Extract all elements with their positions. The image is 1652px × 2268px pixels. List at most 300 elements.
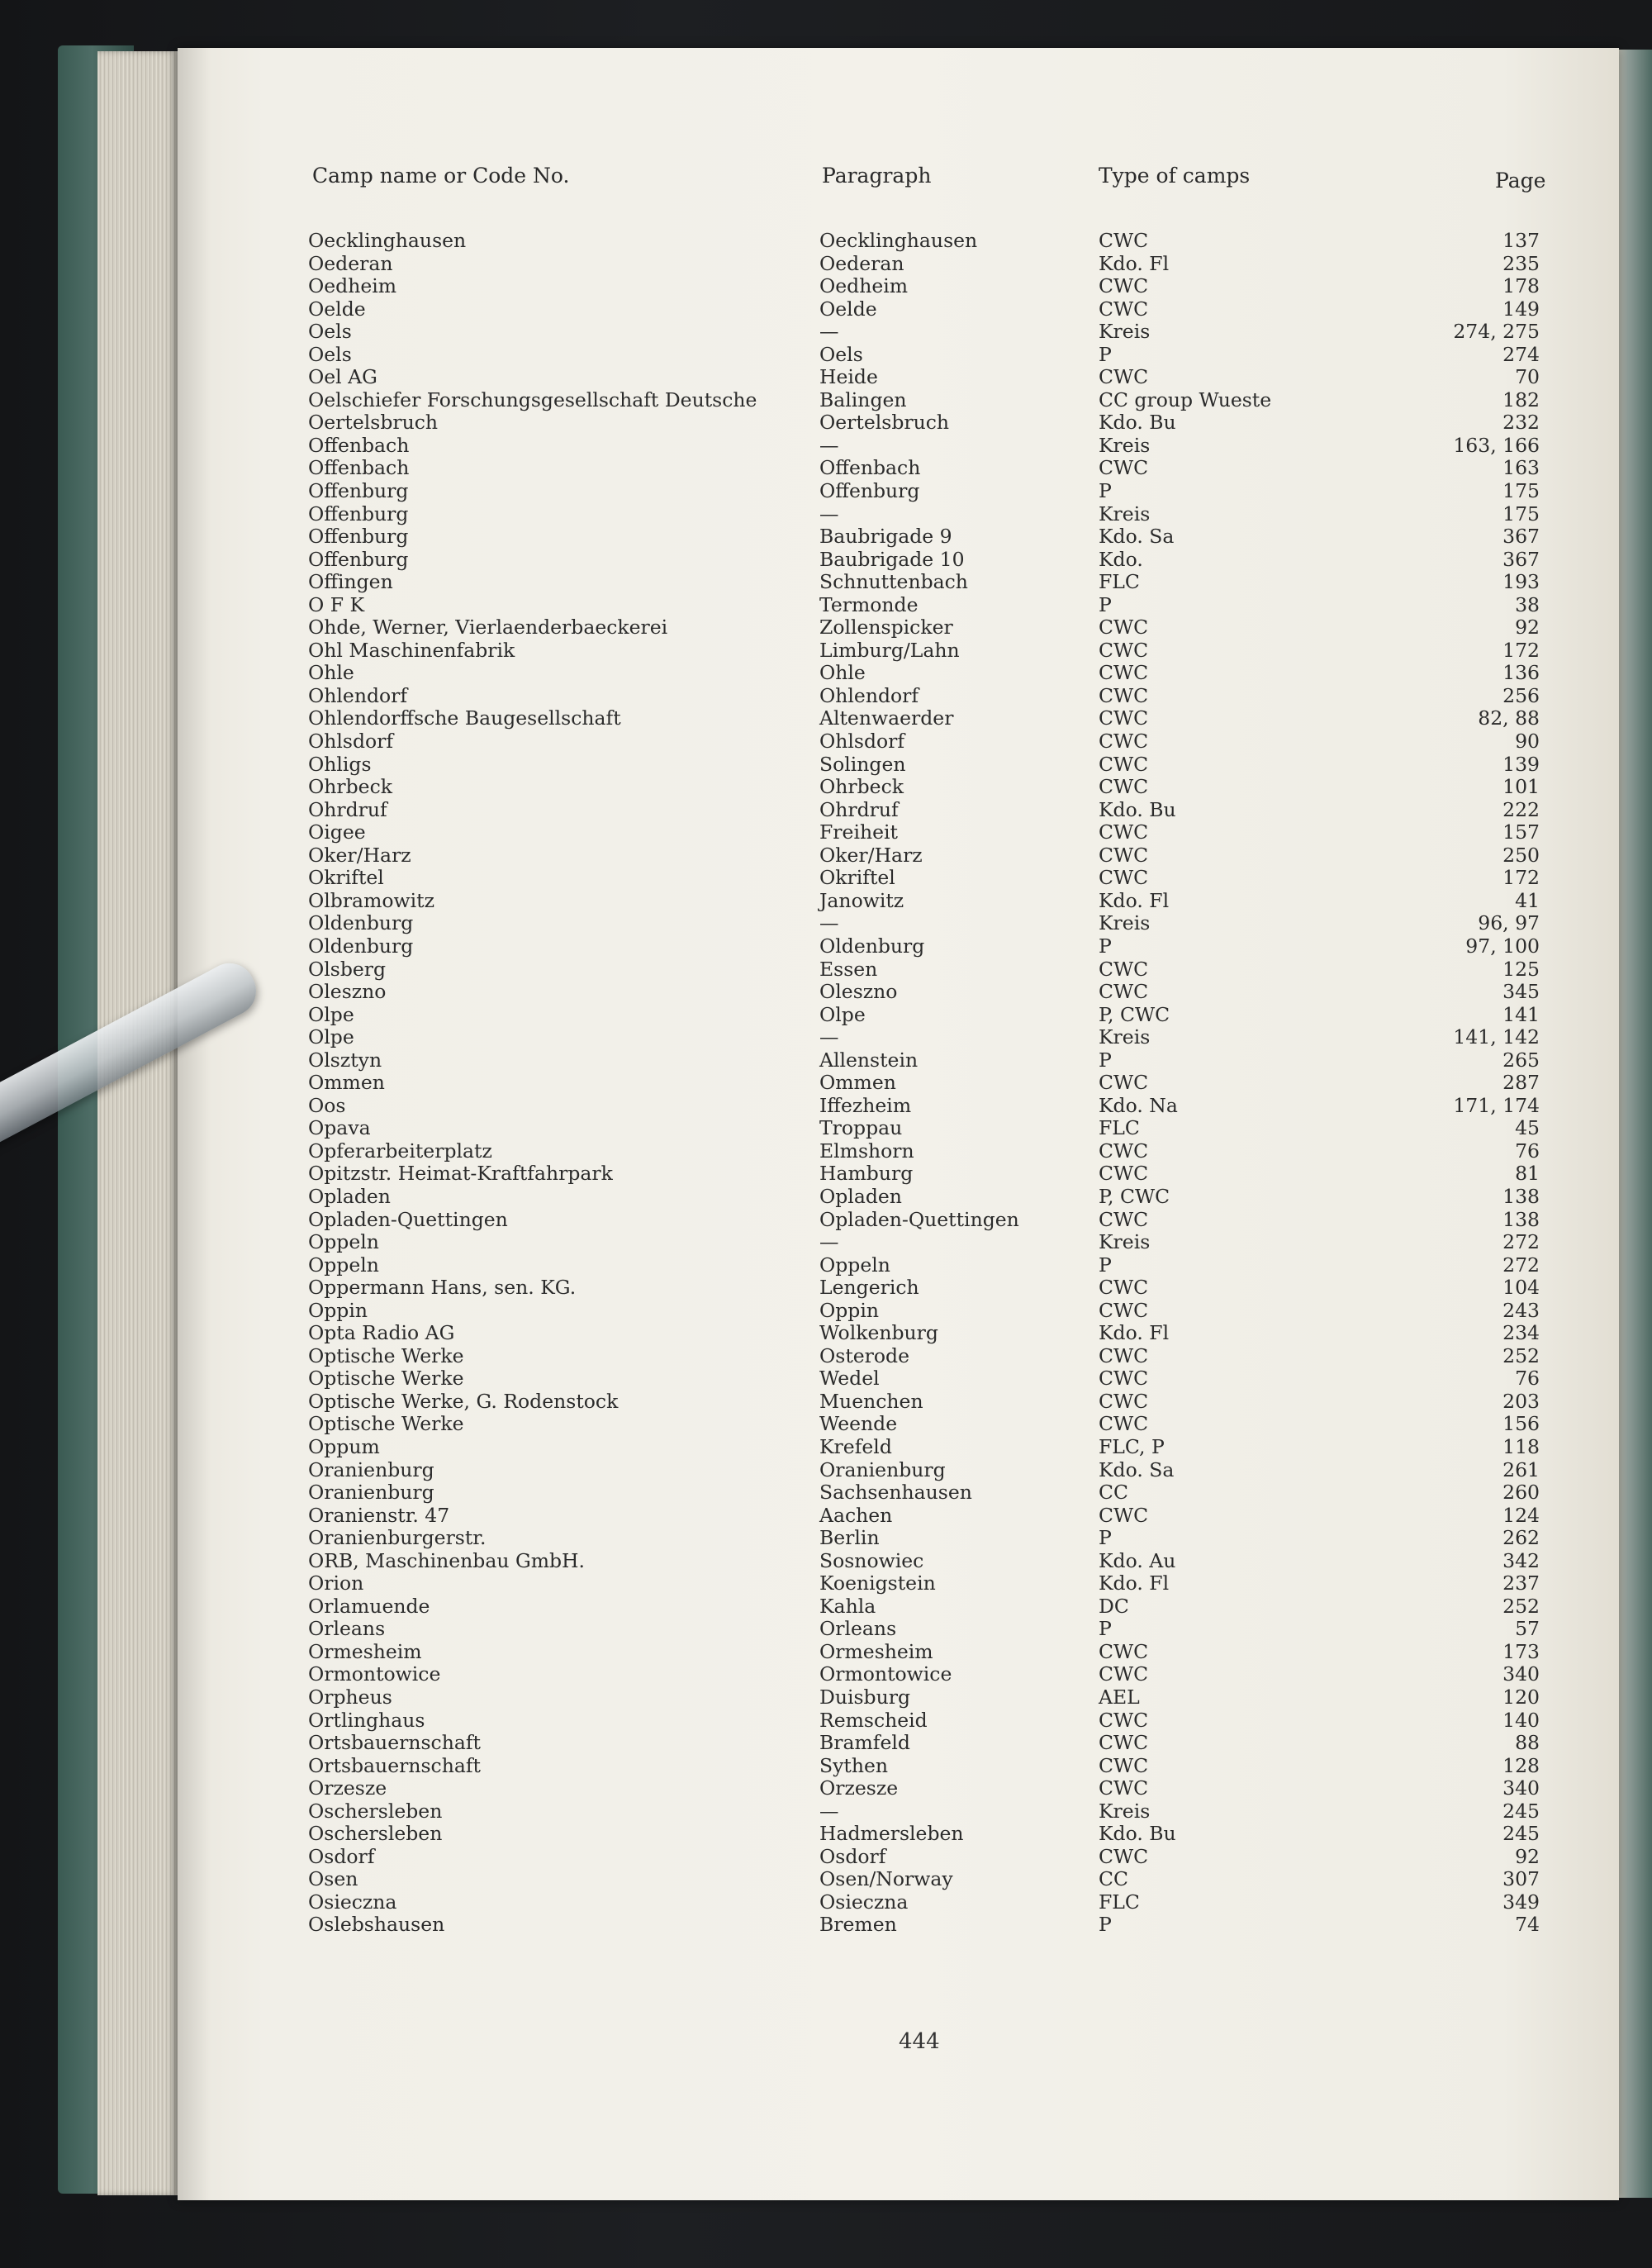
camp-type-cell: CWC <box>1099 706 1149 730</box>
paragraph-cell: Remscheid <box>819 1708 928 1732</box>
camp-name-cell: Offenburg <box>308 525 409 549</box>
camp-type-cell: Kreis <box>1099 1025 1151 1049</box>
paragraph-cell: Sachsenhausen <box>819 1481 972 1505</box>
camp-name-cell: Optische Werke <box>308 1367 464 1391</box>
camp-type-cell: Kdo. <box>1099 547 1143 571</box>
page-cell: 274 <box>1502 342 1540 366</box>
paragraph-cell: — <box>819 1799 839 1823</box>
table-row <box>0 1254 1652 1277</box>
camp-type-cell: CWC <box>1099 1389 1149 1413</box>
table-row <box>0 525 1652 549</box>
paragraph-cell: Duisburg <box>819 1686 911 1709</box>
camp-name-cell: Ortsbauernschaft <box>308 1753 481 1777</box>
camp-name-cell: Oschersleben <box>308 1822 443 1846</box>
table-row <box>0 1618 1652 1641</box>
paragraph-cell: — <box>819 911 839 935</box>
paragraph-cell: Allenstein <box>819 1048 919 1072</box>
table-row <box>0 1505 1652 1528</box>
table-row <box>0 890 1652 913</box>
paragraph-cell: Ohrdruf <box>819 797 899 821</box>
paragraph-cell: Muenchen <box>819 1389 923 1413</box>
page-cell: 342 <box>1502 1548 1540 1572</box>
page-cell: 120 <box>1502 1686 1540 1709</box>
table-row <box>0 1345 1652 1368</box>
camp-type-cell: Kdo. Bu <box>1099 411 1176 435</box>
camp-type-cell: Kdo. Fl <box>1099 1571 1170 1595</box>
page-cell: 274, 275 <box>1453 320 1540 344</box>
camp-name-cell: Oecklinghausen <box>308 229 467 252</box>
paragraph-cell: Hamburg <box>819 1162 914 1186</box>
paragraph-cell: Osieczna <box>819 1890 909 1914</box>
camp-type-cell: CWC <box>1099 683 1149 707</box>
camp-name-cell: Ohrbeck <box>308 775 392 799</box>
camp-name-cell: Oigee <box>308 820 366 844</box>
page-cell: 345 <box>1502 980 1540 1004</box>
paragraph-cell: Lengerich <box>819 1276 919 1300</box>
page-cell: 203 <box>1502 1389 1540 1413</box>
camp-name-cell: Olsberg <box>308 957 387 981</box>
camp-name-cell: Oels <box>308 342 352 366</box>
camp-name-cell: Oels <box>308 320 352 344</box>
camp-name-cell: Oelschiefer Forschungsgesellschaft Deutsche <box>308 388 757 411</box>
paragraph-cell: Iffezheim <box>819 1093 912 1117</box>
paragraph-cell: Osen/Norway <box>819 1867 953 1891</box>
page-cell: 252 <box>1502 1343 1540 1367</box>
table-row <box>0 1300 1652 1323</box>
table-row <box>0 1209 1652 1232</box>
table-row <box>0 1527 1652 1550</box>
page-cell: 140 <box>1502 1708 1540 1732</box>
table-row <box>0 1367 1652 1391</box>
camp-type-cell: CWC <box>1099 1776 1149 1800</box>
paragraph-cell: Oker/Harz <box>819 843 923 867</box>
page-cell: 178 <box>1502 274 1540 298</box>
camp-name-cell: Oschersleben <box>308 1799 443 1823</box>
camp-name-cell: Ohlsdorf <box>308 730 394 754</box>
table-row <box>0 730 1652 754</box>
camp-type-cell: Kdo. Bu <box>1099 797 1176 821</box>
page-cell: 340 <box>1502 1776 1540 1800</box>
camp-name-cell: Olsztyn <box>308 1048 382 1072</box>
camp-name-cell: Offenburg <box>308 547 409 571</box>
camp-type-cell: P <box>1099 934 1112 958</box>
header-page: Page <box>1495 169 1546 193</box>
camp-name-cell: Osdorf <box>308 1844 375 1868</box>
header-paragraph: Paragraph <box>822 164 932 188</box>
camp-type-cell: Kreis <box>1099 502 1151 525</box>
table-row <box>0 321 1652 344</box>
paragraph-cell: Okriftel <box>819 866 895 890</box>
camp-name-cell: Offenbach <box>308 456 410 480</box>
camp-type-cell: CWC <box>1099 843 1149 867</box>
paragraph-cell: Offenburg <box>819 479 920 503</box>
table-row <box>0 1572 1652 1595</box>
camp-type-cell: Kreis <box>1099 320 1151 344</box>
camp-type-cell: CWC <box>1099 1844 1149 1868</box>
paragraph-cell: Krefeld <box>819 1434 892 1458</box>
table-row <box>0 411 1652 435</box>
camp-type-cell: CWC <box>1099 1639 1149 1663</box>
camp-type-cell: P <box>1099 1617 1112 1641</box>
table-row <box>0 616 1652 640</box>
camp-type-cell: Kdo. Sa <box>1099 1457 1175 1481</box>
page-cell: 261 <box>1502 1457 1540 1481</box>
table-row <box>0 1163 1652 1186</box>
page-cell: 175 <box>1502 502 1540 525</box>
page-cell: 272 <box>1502 1230 1540 1254</box>
table-row <box>0 844 1652 868</box>
table-row <box>0 1709 1652 1733</box>
page-cell: 262 <box>1502 1526 1540 1550</box>
index-table <box>0 230 1652 1937</box>
camp-type-cell: CWC <box>1099 980 1149 1004</box>
paragraph-cell: Weende <box>819 1412 898 1436</box>
page-cell: 222 <box>1502 797 1540 821</box>
paragraph-cell: Schnuttenbach <box>819 570 968 594</box>
page-cell: 76 <box>1515 1139 1540 1163</box>
camp-type-cell: DC <box>1099 1594 1129 1618</box>
camp-type-cell: CWC <box>1099 1708 1149 1732</box>
page-cell: 256 <box>1502 683 1540 707</box>
page-cell: 149 <box>1502 297 1540 321</box>
camp-name-cell: Osen <box>308 1867 358 1891</box>
page-cell: 101 <box>1502 775 1540 799</box>
camp-type-cell: FLC <box>1099 570 1140 594</box>
page-cell: 367 <box>1502 547 1540 571</box>
page-cell: 182 <box>1502 388 1540 411</box>
table-row <box>0 1800 1652 1823</box>
camp-type-cell: CWC <box>1099 752 1149 776</box>
camp-name-cell: Ohle <box>308 661 354 685</box>
page-cell: 141 <box>1502 1002 1540 1026</box>
table-row <box>0 1322 1652 1345</box>
page-cell: 173 <box>1502 1639 1540 1663</box>
camp-type-cell: CWC <box>1099 866 1149 890</box>
camp-name-cell: Oslebshausen <box>308 1913 445 1937</box>
paragraph-cell: Sythen <box>819 1753 888 1777</box>
camp-name-cell: Opladen <box>308 1184 391 1208</box>
camp-name-cell: Oppin <box>308 1298 368 1322</box>
paragraph-cell: Oppeln <box>819 1253 890 1277</box>
camp-type-cell: P <box>1099 1048 1112 1072</box>
camp-type-cell: CWC <box>1099 1343 1149 1367</box>
camp-name-cell: Oos <box>308 1093 346 1117</box>
table-row <box>0 821 1652 844</box>
camp-type-cell: CWC <box>1099 1367 1149 1391</box>
table-row <box>0 776 1652 799</box>
camp-name-cell: Oldenburg <box>308 934 414 958</box>
page-cell: 74 <box>1515 1913 1540 1937</box>
paragraph-cell: Oppin <box>819 1298 880 1322</box>
camp-name-cell: Oranienburg <box>308 1457 434 1481</box>
camp-type-cell: Kdo. Au <box>1099 1548 1176 1572</box>
table-row <box>0 435 1652 458</box>
page-cell: 367 <box>1502 525 1540 549</box>
camp-name-cell: O F K <box>308 592 365 616</box>
paragraph-cell: Baubrigade 10 <box>819 547 965 571</box>
paragraph-cell: Aachen <box>819 1503 893 1527</box>
paragraph-cell: Oels <box>819 342 863 366</box>
camp-name-cell: Olpe <box>308 1025 354 1049</box>
camp-name-cell: Oelde <box>308 297 366 321</box>
table-row <box>0 867 1652 890</box>
page-cell: 138 <box>1502 1184 1540 1208</box>
camp-name-cell: Opta Radio AG <box>308 1321 455 1345</box>
camp-name-cell: Oel AG <box>308 365 377 389</box>
camp-name-cell: Opladen-Quettingen <box>308 1207 508 1231</box>
camp-type-cell: CWC <box>1099 365 1149 389</box>
camp-type-cell: CWC <box>1099 1503 1149 1527</box>
paragraph-cell: Freiheit <box>819 820 898 844</box>
camp-type-cell: Kreis <box>1099 911 1151 935</box>
paragraph-cell: Oleszno <box>819 980 898 1004</box>
camp-type-cell: CWC <box>1099 730 1149 754</box>
page-cell: 234 <box>1502 1321 1540 1345</box>
camp-type-cell: CWC <box>1099 616 1149 640</box>
table-row <box>0 1777 1652 1800</box>
camp-type-cell: CWC <box>1099 1071 1149 1095</box>
camp-type-cell: FLC <box>1099 1890 1140 1914</box>
table-row <box>0 1595 1652 1619</box>
camp-name-cell: Orzesze <box>308 1776 387 1800</box>
page-cell: 104 <box>1502 1276 1540 1300</box>
camp-type-cell: CWC <box>1099 1207 1149 1231</box>
page-cell: 137 <box>1502 229 1540 252</box>
page-cell: 45 <box>1515 1116 1540 1140</box>
page-cell: 243 <box>1502 1298 1540 1322</box>
camp-type-cell: Kdo. Fl <box>1099 251 1170 275</box>
table-row <box>0 1663 1652 1686</box>
table-row <box>0 480 1652 503</box>
camp-type-cell: FLC, P <box>1099 1434 1165 1458</box>
page-cell: 128 <box>1502 1753 1540 1777</box>
paragraph-cell: Ohlendorf <box>819 683 919 707</box>
camp-name-cell: Osieczna <box>308 1890 397 1914</box>
paragraph-cell: Heide <box>819 365 878 389</box>
paragraph-cell: Osterode <box>819 1343 910 1367</box>
camp-type-cell: P, CWC <box>1099 1002 1170 1026</box>
camp-name-cell: Ohligs <box>308 752 372 776</box>
camp-name-cell: Olpe <box>308 1002 354 1026</box>
camp-name-cell: Offenburg <box>308 502 409 525</box>
camp-name-cell: Oranienburg <box>308 1481 434 1505</box>
page-cell: 92 <box>1515 1844 1540 1868</box>
camp-name-cell: Offingen <box>308 570 393 594</box>
paragraph-cell: — <box>819 1025 839 1049</box>
camp-type-cell: Kreis <box>1099 1799 1151 1823</box>
camp-name-cell: Oleszno <box>308 980 387 1004</box>
page-cell: 138 <box>1502 1207 1540 1231</box>
paragraph-cell: Oldenburg <box>819 934 925 958</box>
camp-type-cell: CWC <box>1099 1662 1149 1686</box>
camp-name-cell: Ortsbauernschaft <box>308 1731 481 1755</box>
table-row <box>0 685 1652 708</box>
camp-name-cell: Oranienstr. 47 <box>308 1503 450 1527</box>
page-number: 444 <box>899 2029 940 2054</box>
page-cell: 252 <box>1502 1594 1540 1618</box>
camp-type-cell: CWC <box>1099 1731 1149 1755</box>
page-cell: 340 <box>1502 1662 1540 1686</box>
camp-type-cell: P, CWC <box>1099 1184 1170 1208</box>
page-cell: 82, 88 <box>1478 706 1540 730</box>
paragraph-cell: — <box>819 502 839 525</box>
table-row <box>0 344 1652 367</box>
camp-type-cell: CWC <box>1099 661 1149 685</box>
paragraph-cell: Sosnowiec <box>819 1548 924 1572</box>
paragraph-cell: Hadmersleben <box>819 1822 964 1846</box>
table-row <box>0 1231 1652 1254</box>
camp-name-cell: Ormontowice <box>308 1662 441 1686</box>
table-row <box>0 754 1652 777</box>
page-cell: 38 <box>1515 592 1540 616</box>
page-cell: 245 <box>1502 1799 1540 1823</box>
table-row <box>0 1413 1652 1436</box>
page-cell: 139 <box>1502 752 1540 776</box>
header-type: Type of camps <box>1099 164 1251 188</box>
page-cell: 118 <box>1502 1434 1540 1458</box>
table-row <box>0 275 1652 298</box>
paragraph-cell: — <box>819 1230 839 1254</box>
camp-type-cell: CC group Wueste <box>1099 388 1272 411</box>
table-row <box>0 1823 1652 1846</box>
camp-name-cell: Ortlinghaus <box>308 1708 425 1732</box>
paragraph-cell: Limburg/Lahn <box>819 638 960 662</box>
table-row <box>0 1891 1652 1914</box>
header-camp-name: Camp name or Code No. <box>312 164 570 188</box>
camp-name-cell: Oker/Harz <box>308 843 411 867</box>
table-row <box>0 1914 1652 1937</box>
page-cell: 245 <box>1502 1822 1540 1846</box>
table-row <box>0 366 1652 389</box>
camp-name-cell: Oedheim <box>308 274 397 298</box>
paragraph-cell: Opladen <box>819 1184 902 1208</box>
camp-type-cell: CWC <box>1099 229 1149 252</box>
paragraph-cell: Elmshorn <box>819 1139 914 1163</box>
table-row <box>0 571 1652 594</box>
camp-type-cell: CWC <box>1099 1276 1149 1300</box>
table-row <box>0 298 1652 321</box>
camp-name-cell: Oppeln <box>308 1230 379 1254</box>
table-row <box>0 457 1652 480</box>
camp-type-cell: Kdo. Sa <box>1099 525 1175 549</box>
page-cell: 175 <box>1502 479 1540 503</box>
table-row <box>0 1481 1652 1505</box>
camp-type-cell: P <box>1099 1913 1112 1937</box>
camp-type-cell: CWC <box>1099 957 1149 981</box>
table-row <box>0 1391 1652 1414</box>
camp-name-cell: Oppermann Hans, sen. KG. <box>308 1276 577 1300</box>
table-row <box>0 912 1652 935</box>
paragraph-cell: Troppau <box>819 1116 903 1140</box>
camp-name-cell: Ohlendorf <box>308 683 408 707</box>
paragraph-cell: Essen <box>819 957 878 981</box>
camp-type-cell: Kreis <box>1099 1230 1151 1254</box>
table-row <box>0 1095 1652 1118</box>
paragraph-cell: Baubrigade 9 <box>819 525 952 549</box>
camp-name-cell: Oppum <box>308 1434 380 1458</box>
paragraph-cell: Ohle <box>819 661 866 685</box>
camp-type-cell: CC <box>1099 1867 1128 1891</box>
page-cell: 272 <box>1502 1253 1540 1277</box>
camp-type-cell: P <box>1099 1253 1112 1277</box>
table-row <box>0 1436 1652 1459</box>
table-row <box>0 594 1652 617</box>
page-cell: 57 <box>1515 1617 1540 1641</box>
paragraph-cell: Kahla <box>819 1594 876 1618</box>
page-cell: 92 <box>1515 616 1540 640</box>
camp-name-cell: Optische Werke <box>308 1412 464 1436</box>
page-cell: 307 <box>1502 1867 1540 1891</box>
page-cell: 287 <box>1502 1071 1540 1095</box>
paragraph-cell: Oertelsbruch <box>819 411 950 435</box>
paragraph-cell: Altenwaerder <box>819 706 954 730</box>
camp-name-cell: Offenburg <box>308 479 409 503</box>
paragraph-cell: — <box>819 320 839 344</box>
page-cell: 70 <box>1515 365 1540 389</box>
paragraph-cell: Ohrbeck <box>819 775 904 799</box>
camp-type-cell: P <box>1099 342 1112 366</box>
page-cell: 265 <box>1502 1048 1540 1072</box>
camp-name-cell: ORB, Maschinenbau GmbH. <box>308 1548 586 1572</box>
page-cell: 76 <box>1515 1367 1540 1391</box>
camp-name-cell: Opferarbeiterplatz <box>308 1139 492 1163</box>
paragraph-cell: Bramfeld <box>819 1731 910 1755</box>
camp-type-cell: CWC <box>1099 820 1149 844</box>
table-row <box>0 1732 1652 1755</box>
table-row <box>0 503 1652 526</box>
table-row <box>0 1868 1652 1891</box>
camp-type-cell: FLC <box>1099 1116 1140 1140</box>
camp-type-cell: Kdo. Bu <box>1099 1822 1176 1846</box>
camp-name-cell: Orpheus <box>308 1686 392 1709</box>
page-cell: 163, 166 <box>1453 433 1540 457</box>
table-row <box>0 1072 1652 1095</box>
page-cell: 157 <box>1502 820 1540 844</box>
page-cell: 193 <box>1502 570 1540 594</box>
paragraph-cell: Opladen-Quettingen <box>819 1207 1019 1231</box>
camp-type-cell: CWC <box>1099 456 1149 480</box>
camp-type-cell: AEL <box>1099 1686 1140 1709</box>
camp-name-cell: Optische Werke <box>308 1343 464 1367</box>
camp-type-cell: Kdo. Fl <box>1099 888 1170 912</box>
page-cell: 96, 97 <box>1478 911 1540 935</box>
page-cell: 97, 100 <box>1465 934 1540 958</box>
paragraph-cell: Zollenspicker <box>819 616 953 640</box>
paragraph-cell: Balingen <box>819 388 907 411</box>
table-row <box>0 1755 1652 1778</box>
paragraph-cell: — <box>819 433 839 457</box>
paragraph-cell: Ormontowice <box>819 1662 952 1686</box>
table-row <box>0 1641 1652 1664</box>
page-cell: 136 <box>1502 661 1540 685</box>
camp-type-cell: CWC <box>1099 274 1149 298</box>
page-cell: 41 <box>1515 888 1540 912</box>
table-row <box>0 935 1652 958</box>
page-cell: 235 <box>1502 251 1540 275</box>
camp-name-cell: Okriftel <box>308 866 384 890</box>
camp-type-cell: CC <box>1099 1481 1128 1505</box>
camp-name-cell: Orleans <box>308 1617 386 1641</box>
table-row <box>0 707 1652 730</box>
table-row <box>0 662 1652 685</box>
page-cell: 90 <box>1515 730 1540 754</box>
page-cell: 237 <box>1502 1571 1540 1595</box>
camp-type-cell: Kreis <box>1099 433 1151 457</box>
page-cell: 124 <box>1502 1503 1540 1527</box>
camp-name-cell: Offenbach <box>308 433 410 457</box>
page-cell: 156 <box>1502 1412 1540 1436</box>
camp-type-cell: P <box>1099 592 1112 616</box>
